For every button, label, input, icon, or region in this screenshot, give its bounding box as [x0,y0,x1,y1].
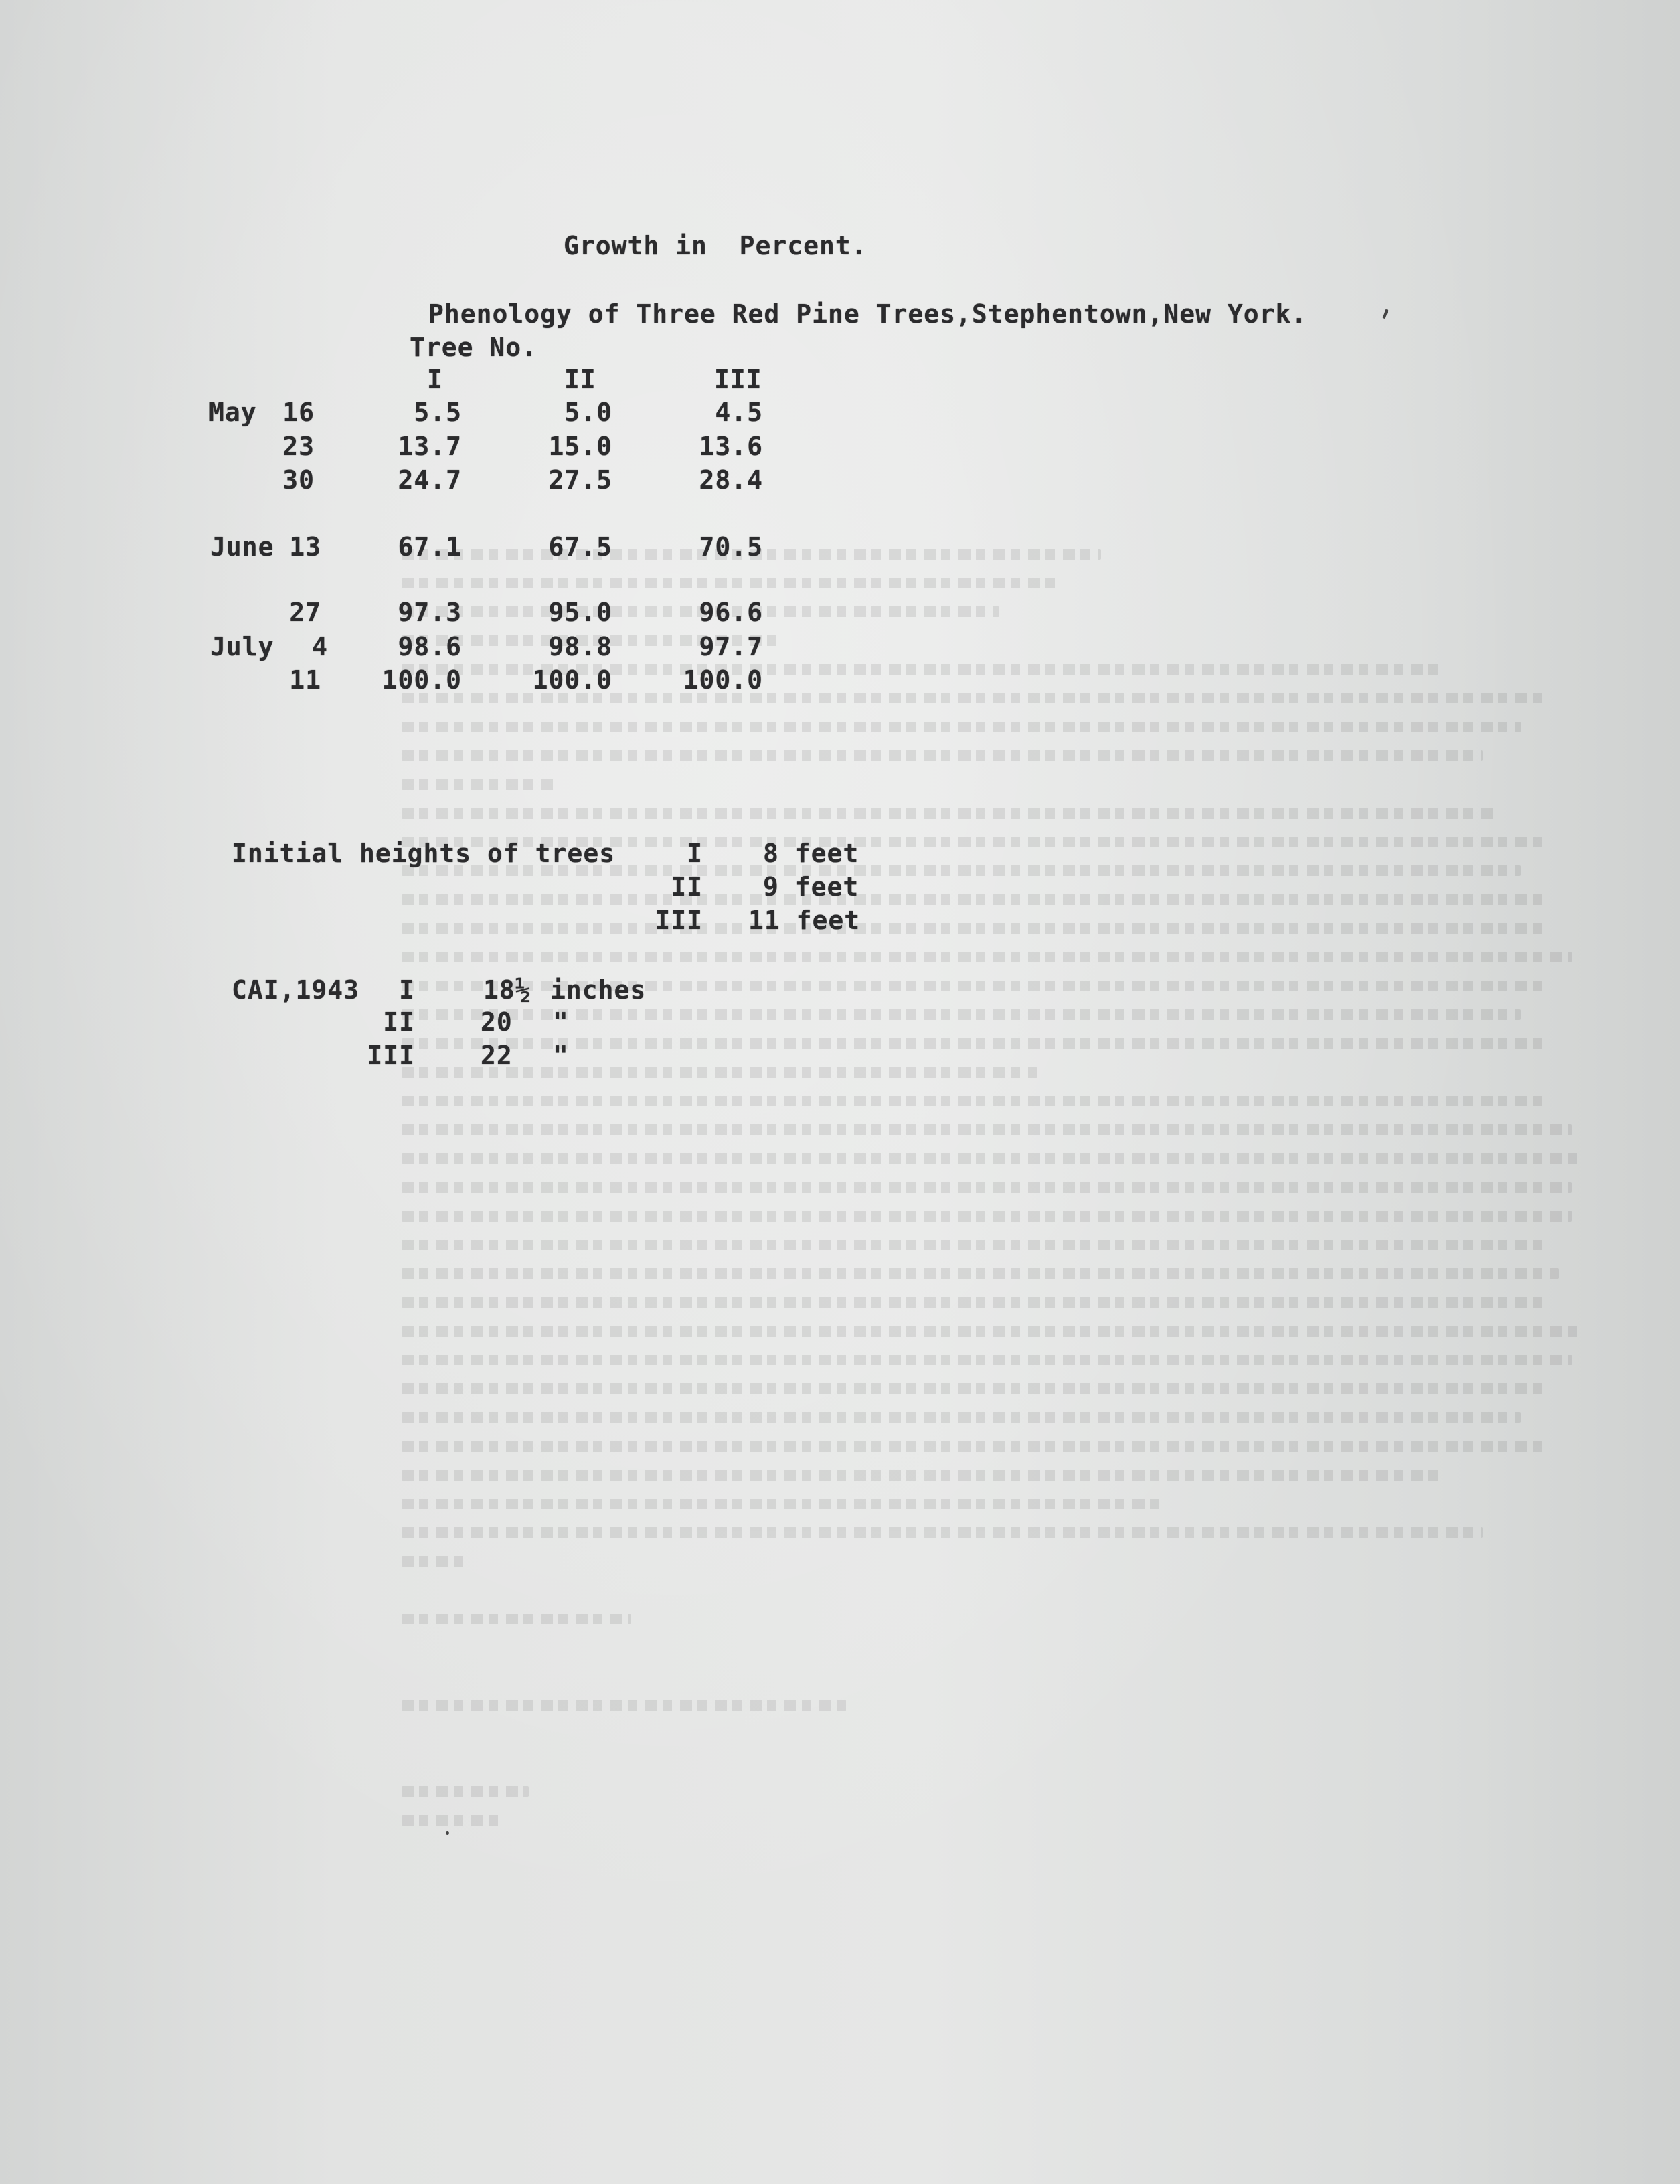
bleed-through-line [402,923,1546,934]
initial-heights-value: 9 feet [763,872,859,902]
bleed-through-line [402,1124,1572,1135]
bleed-through-line [402,894,1546,905]
bleed-through-line [402,952,1572,962]
cai-tree: III [367,1041,415,1070]
cell-value: 100.0 [683,665,763,695]
cai-value: 20 [481,1007,513,1037]
cell-value: 98.8 [548,632,612,661]
cell-value: 98.6 [398,632,462,661]
bleed-through-line [402,1326,1584,1337]
column-header-iii: III [714,365,762,394]
bleed-through-line [402,1268,1559,1279]
bleed-through-line [402,1182,1572,1193]
row-month: June [210,532,274,562]
cell-value: 97.3 [398,598,462,627]
bleed-through-line [402,779,554,790]
bleed-through-line [402,808,1495,819]
row-month: July [210,632,274,661]
bleed-through-line [402,1297,1546,1308]
initial-heights-tree: I [687,839,703,868]
cai-tree: II [383,1007,415,1037]
bleed-through-line [402,578,1063,588]
cai-value: 22 [481,1041,513,1070]
row-day: 30 [282,465,315,495]
ink-dot [446,1831,449,1835]
row-month: May [209,398,257,427]
bleed-through-line [402,1355,1572,1365]
cell-value: 24.7 [398,465,462,495]
cell-value: 5.0 [564,398,612,427]
bleed-through-line [402,1527,1483,1538]
cell-value: 28.4 [699,465,763,495]
row-day: 11 [289,665,321,695]
cai-value: 18½ [483,975,531,1005]
bleed-through-line [402,722,1521,732]
row-day: 16 [282,398,315,427]
initial-heights-tree: II [671,872,703,902]
bleed-through-line [402,1211,1572,1222]
bleed-through-line [402,750,1483,761]
cell-value: 95.0 [548,598,612,627]
cell-value: 27.5 [548,465,612,495]
cai-unit: inches [550,975,647,1005]
bleed-through-line [402,1383,1546,1394]
bleed-through-line [402,1441,1546,1452]
cell-value: 97.7 [699,632,763,661]
bleed-through-line [402,1153,1584,1164]
cell-value: 5.5 [414,398,462,427]
page-title: Growth in Percent. [564,231,867,260]
column-header-ii: II [564,365,596,394]
bleed-through-line [402,1556,465,1567]
bleed-through-line [402,1412,1521,1423]
bleed-through-line [402,1499,1165,1509]
cell-value: 100.0 [532,665,612,695]
initial-heights-value: 11 feet [748,906,861,935]
cell-value: 4.5 [715,398,763,427]
cell-value: 67.5 [548,532,612,562]
bleed-through-line [402,1786,529,1797]
ink-mark [1383,309,1389,319]
cell-value: 15.0 [548,432,612,461]
cai-unit: " [553,1041,569,1070]
bleed-through-text [402,549,1673,1954]
row-day: 13 [289,532,321,562]
bleed-through-line [402,1815,503,1826]
initial-heights-tree: III [655,906,703,935]
cai-label: CAI,1943 [232,975,360,1005]
bleed-through-line [402,1470,1444,1481]
bleed-through-line [402,1009,1521,1020]
row-day: 23 [282,432,315,461]
bleed-through-line [402,1096,1546,1106]
bleed-through-line [402,1700,847,1711]
column-header-i: I [427,365,443,394]
initial-heights-value: 8 feet [763,839,859,868]
tree-number-label: Tree No. [410,333,538,362]
cell-value: 70.5 [699,532,763,562]
bleed-through-line [402,1240,1546,1250]
cai-unit: " [553,1007,569,1037]
cell-value: 100.0 [382,665,462,695]
cell-value: 67.1 [398,532,462,562]
row-day: 4 [312,632,328,661]
cai-tree: I [399,975,415,1005]
initial-heights-label: Initial heights of trees [232,839,616,868]
row-day: 27 [289,598,321,627]
bleed-through-line [402,1038,1546,1049]
cell-value: 13.7 [398,432,462,461]
cell-value: 96.6 [699,598,763,627]
bleed-through-line [402,1614,631,1624]
page-subtitle: Phenology of Three Red Pine Trees,Stephentown,New York. [428,299,1308,329]
cell-value: 13.6 [699,432,763,461]
